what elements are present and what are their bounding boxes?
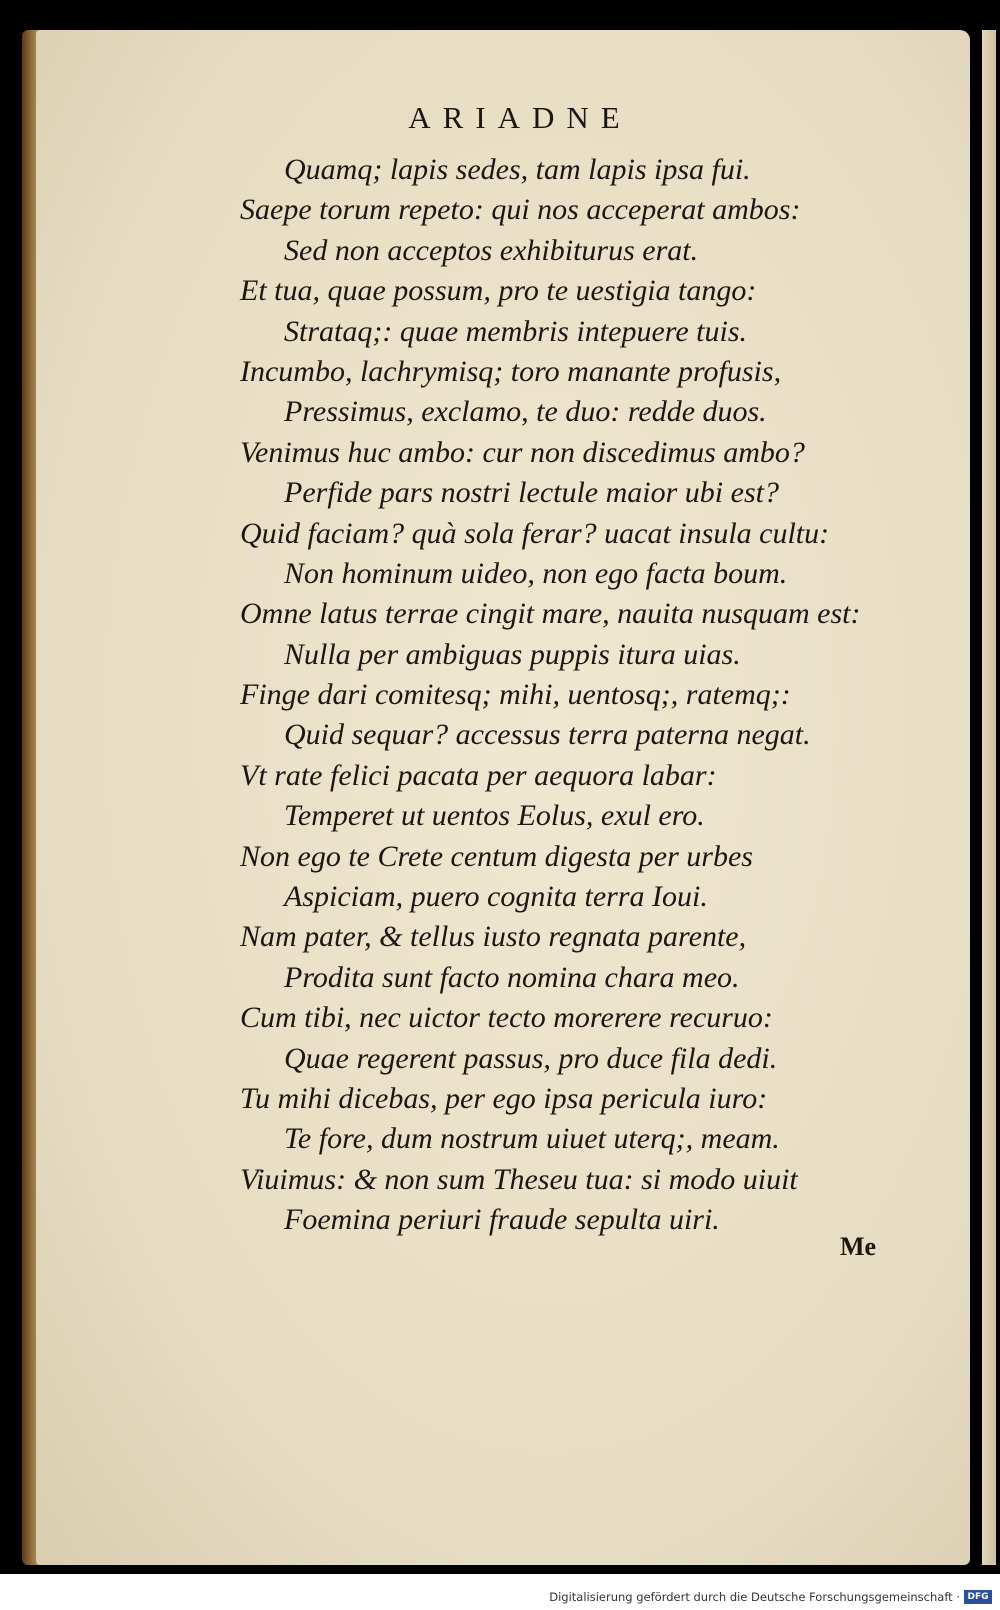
verse-line: Quamq; lapis sedes, tam lapis ipsa fui. — [284, 153, 751, 186]
verse-line: Nam pater, & tellus iusto regnata parente, — [240, 920, 747, 954]
verse-line: Quid sequar? accessus terra paterna negat. — [284, 718, 811, 752]
verse-line: Prodita sunt facto nomina chara meo. — [284, 960, 740, 994]
verse-line: Tu mihi dicebas, per ego ipsa pericula iuro: — [240, 1081, 768, 1115]
running-head — [0, 100, 1000, 136]
verse-line: Perfide pars nostri lectule maior ubi est? — [284, 476, 779, 510]
page-edge — [982, 30, 996, 1565]
verse-line: Te fore, dum nostrum uiuet uterq;, meam. — [284, 1122, 780, 1156]
verse-line: Viuimus: & non sum Theseu tua: si modo uiuit — [240, 1162, 798, 1196]
verse-line: Incumbo, lachrymisq; toro manante profusis, — [240, 354, 782, 388]
catchword: Me — [840, 1232, 877, 1261]
verse-line: Finge dari comitesq; mihi, uentosq;, ratemq;: — [240, 678, 791, 712]
verse-line: Saepe torum repeto: qui nos acceperat ambos: — [240, 193, 801, 227]
verse-block — [240, 150, 960, 1241]
verse-line: Quae regerent passus, pro duce fila dedi. — [284, 1041, 778, 1075]
verse-line: Omne latus terrae cingit mare, nauita nusquam est: — [240, 597, 861, 631]
dfg-logo: DFG — [964, 1590, 992, 1604]
verse-line: Venimus huc ambo: cur non discedimus ambo? — [240, 435, 805, 469]
running-head-text: ARIADNE — [408, 100, 632, 135]
verse-line: Pressimus, exclamo, te duo: redde duos. — [284, 395, 767, 429]
verse-line: Nulla per ambiguas puppis itura uias. — [284, 637, 741, 671]
verse-line: Aspiciam, puero cognita terra Ioui. — [284, 880, 708, 914]
verse-line: Strataq;: quae membris intepuere tuis. — [284, 314, 747, 348]
verse-line: Cum tibi, nec uictor tecto morerere recuruo: — [240, 1001, 773, 1035]
verse-line: Sed non acceptos exhibiturus erat. — [284, 233, 699, 267]
verse-line: Temperet ut uentos Eolus, exul ero. — [284, 799, 705, 833]
verse-line: Vt rate felici pacata per aequora labar: — [240, 758, 717, 792]
verse-line: Non ego te Crete centum digesta per urbes — [240, 839, 753, 873]
verse-line: Foemina periuri fraude sepulta uiri. — [284, 1203, 720, 1237]
footer-credit: Digitalisierung gefördert durch die Deutsche Forschungsgemeinschaft · — [549, 1590, 960, 1604]
verse-line: Quid faciam? quà sola ferar? uacat insula cultu: — [240, 516, 830, 550]
footer-bar — [0, 1574, 1000, 1610]
verse-line: Et tua, quae possum, pro te uestigia tango: — [240, 274, 757, 308]
verse-line: Non hominum uideo, non ego facta boum. — [284, 556, 788, 590]
